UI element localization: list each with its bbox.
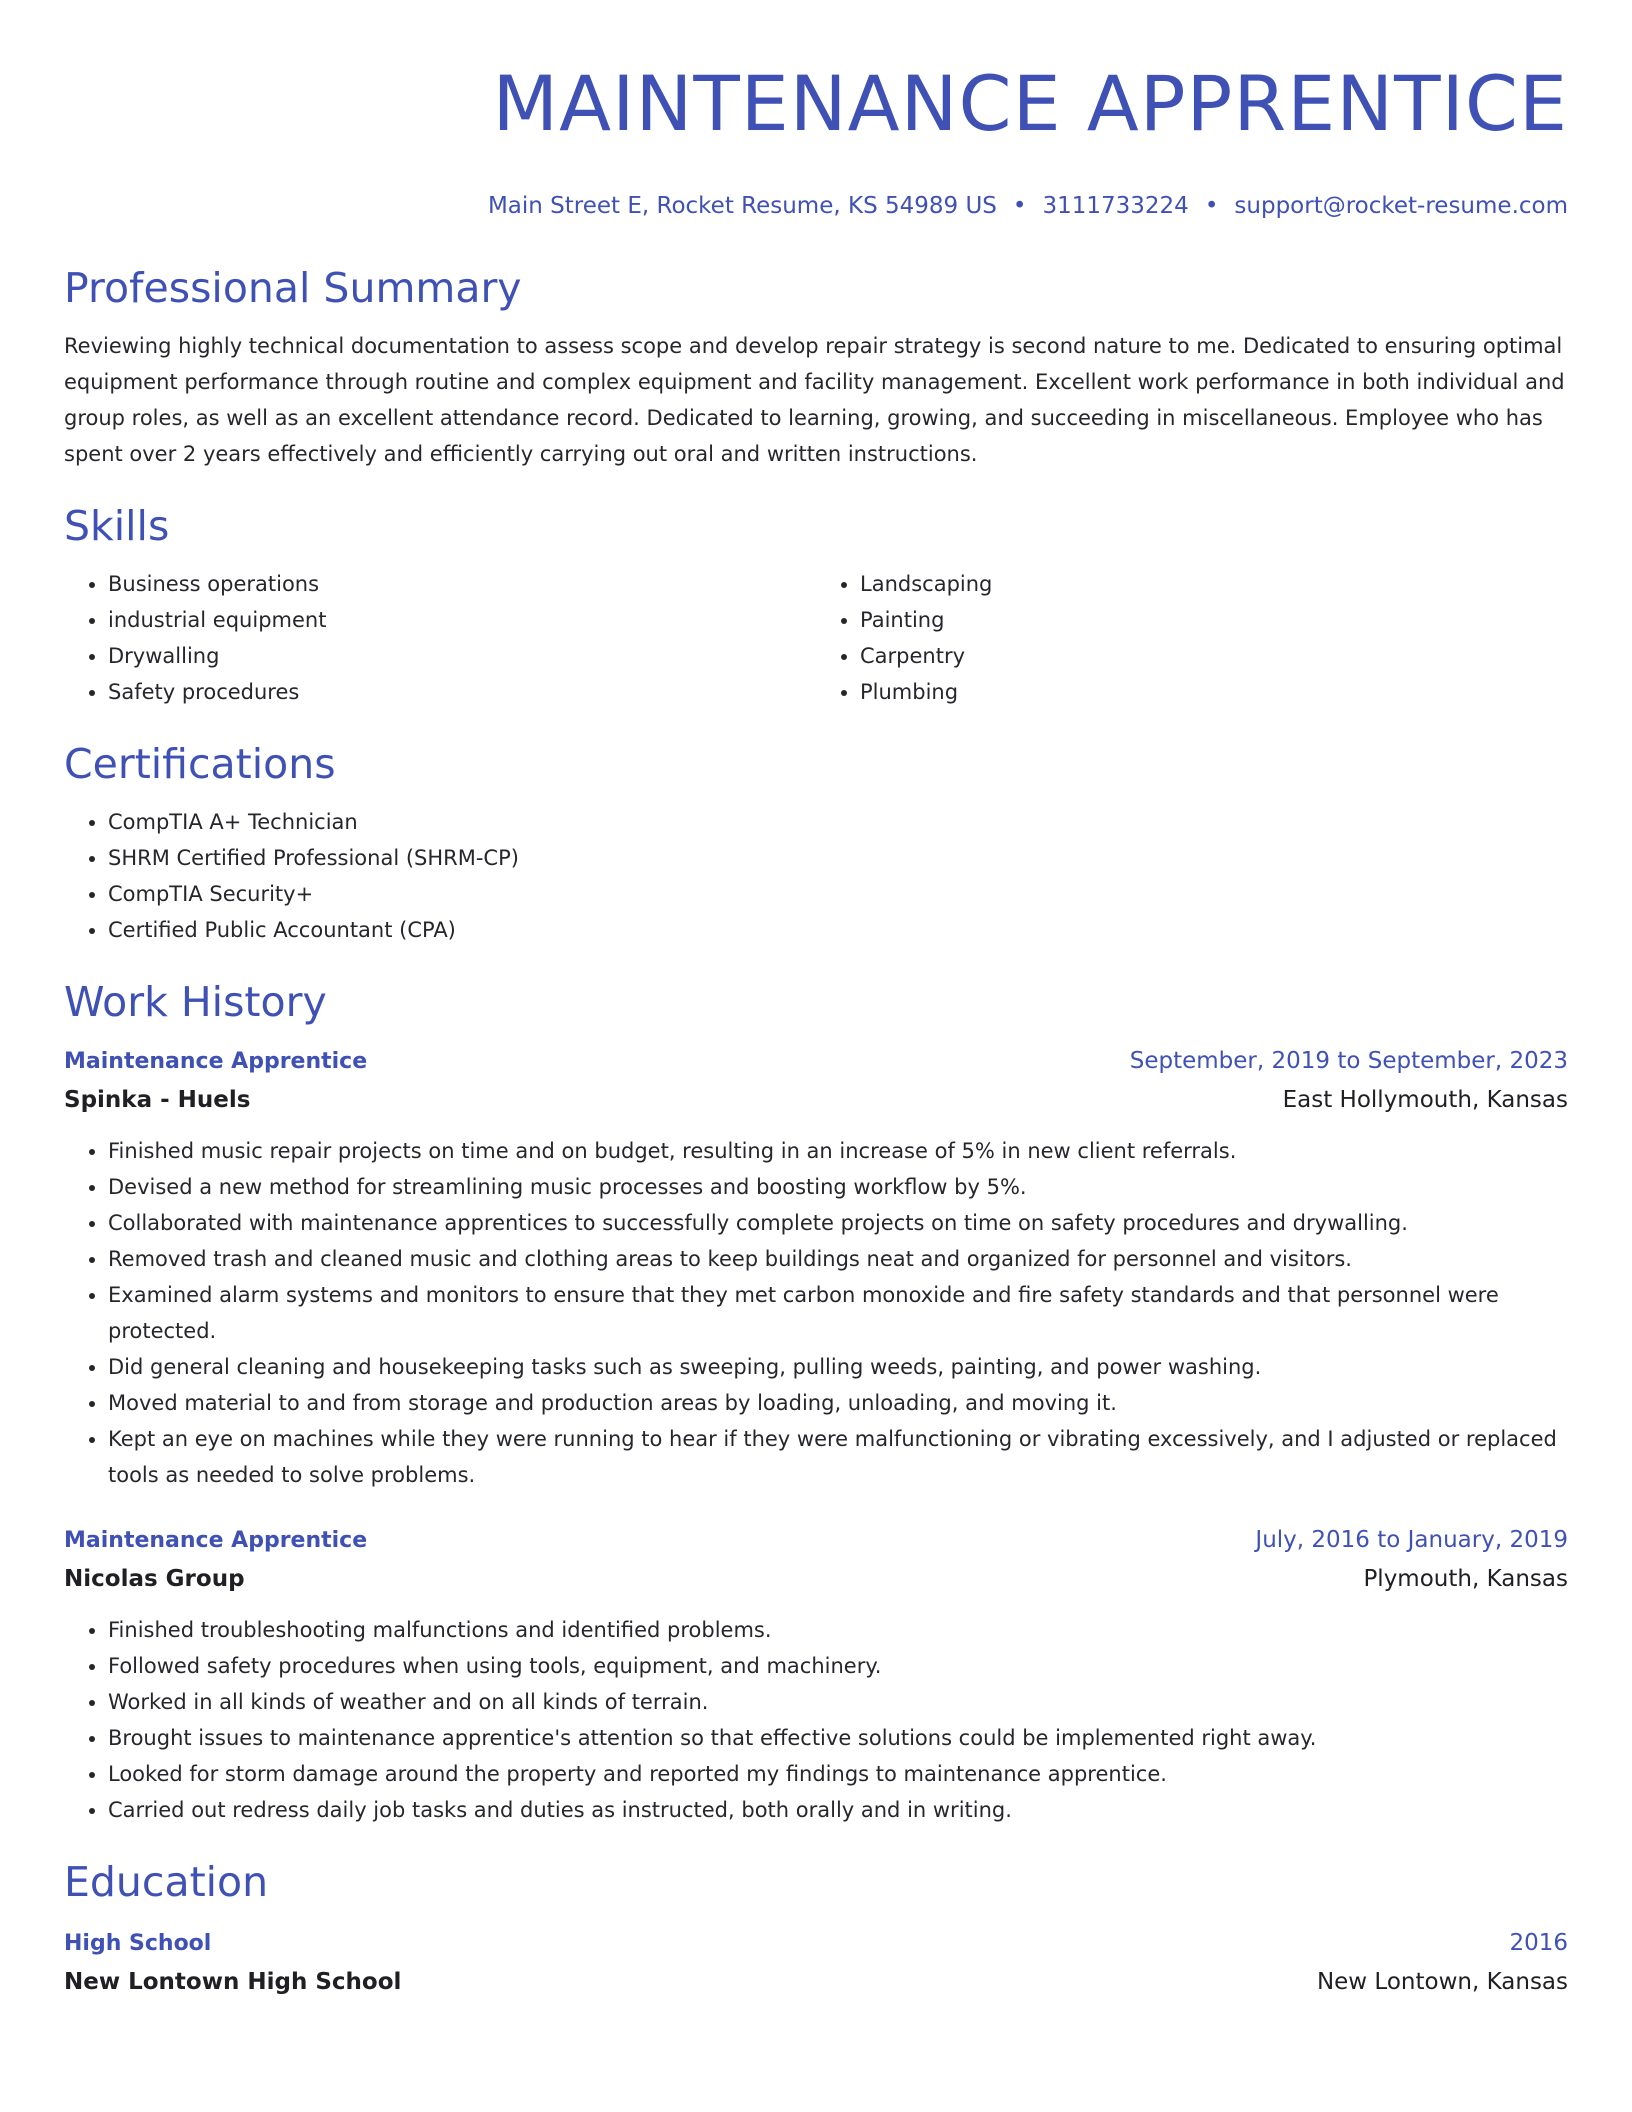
certification-item: • SHRM Certified Professional (SHRM-CP) <box>108 840 1568 876</box>
education-degree: High School <box>64 1931 212 1956</box>
resume-name: MAINTENANCE APPRENTICE <box>492 59 1568 148</box>
skill-item: • Painting <box>860 602 1568 638</box>
contact-phone: 3111733224 <box>1042 193 1189 219</box>
job-company: Spinka - Huels <box>64 1087 251 1113</box>
job-bullet: • Worked in all kinds of weather and on all kinds of terrain. <box>108 1684 1568 1720</box>
job-bullet: • Moved material to and from storage and production areas by loading, unloading, and moving it. <box>108 1385 1568 1421</box>
job-bullet: • Followed safety procedures when using tools, equipment, and machinery. <box>108 1648 1568 1684</box>
skill-item: • industrial equipment <box>108 602 816 638</box>
job-company: Nicolas Group <box>64 1566 245 1592</box>
certification-item: • Certified Public Accountant (CPA) <box>108 912 1568 948</box>
education-location: New Lontown, Kansas <box>1316 1969 1568 1995</box>
education-entry <box>64 1924 1568 2001</box>
job-bullet: • Looked for storm damage around the property and reported my findings to maintenance apprentice. <box>108 1756 1568 1792</box>
skill-item: • Carpentry <box>860 638 1568 674</box>
certifications-list <box>64 804 1568 948</box>
job-title: Maintenance Apprentice <box>64 1528 368 1553</box>
skill-item: • Drywalling <box>108 638 816 674</box>
job-bullet: • Did general cleaning and housekeeping tasks such as sweeping, pulling weeds, painting, and power washing. <box>108 1349 1568 1385</box>
job-title: Maintenance Apprentice <box>64 1049 368 1074</box>
job-location: Plymouth, Kansas <box>1363 1566 1568 1592</box>
contact-separator: • <box>1204 193 1219 219</box>
skill-item: • Business operations <box>108 566 816 602</box>
job-bullets <box>64 1612 1568 1828</box>
certification-item: • CompTIA Security+ <box>108 876 1568 912</box>
contact-line <box>64 190 1568 222</box>
job-bullet: • Carried out redress daily job tasks and duties as instructed, both orally and in writing. <box>108 1792 1568 1828</box>
job-bullet: • Finished music repair projects on time and on budget, resulting in an increase of 5% in new client referrals. <box>108 1133 1568 1169</box>
education-year: 2016 <box>1509 1930 1568 1956</box>
certification-item: • CompTIA A+ Technician <box>108 804 1568 840</box>
job-dates: September, 2019 to September, 2023 <box>1129 1048 1568 1074</box>
job-bullet: • Brought issues to maintenance apprentice's attention so that effective solutions could be implemented right away. <box>108 1720 1568 1756</box>
education-heading: Education <box>64 1858 269 1906</box>
skill-item: • Safety procedures <box>108 674 816 710</box>
job-bullet: • Examined alarm systems and monitors to ensure that they met carbon monoxide and fire safety standards and that personnel were protected. <box>108 1277 1568 1349</box>
skill-item: • Landscaping <box>860 566 1568 602</box>
skills-heading: Skills <box>64 502 170 550</box>
contact-separator: • <box>1012 193 1027 219</box>
skills-list <box>64 566 1568 710</box>
work-history-heading: Work History <box>64 978 327 1026</box>
certifications-heading: Certifications <box>64 740 336 788</box>
summary-text: Reviewing highly technical documentation to assess scope and develop repair strategy is second nature to me. Dedicated to ensuring optimal equipment performance through routine and complex equipment and facility management. Excellent work performance in both individual and group roles, as well as an excellent attendance record. Dedicated to learning, growing, and succeeding in miscellaneous. Employee who has spent over 2 years effectively and efficiently carrying out oral and written instructions. <box>64 334 1565 466</box>
summary-heading: Professional Summary <box>64 264 522 312</box>
skills-column-left <box>64 566 816 710</box>
job-entry <box>64 1521 1568 1828</box>
job-entry <box>64 1042 1568 1493</box>
skill-item: • Plumbing <box>860 674 1568 710</box>
job-bullet: • Kept an eye on machines while they were running to hear if they were malfunctioning or vibrating excessively, and I adjusted or replaced tools as needed to solve problems. <box>108 1421 1568 1493</box>
skills-column-right <box>816 566 1568 710</box>
contact-email[interactable]: support@rocket-resume.com <box>1234 193 1568 219</box>
job-dates: July, 2016 to January, 2019 <box>1255 1527 1568 1553</box>
education-school: New Lontown High School <box>64 1969 402 1995</box>
job-bullet: • Finished troubleshooting malfunctions and identified problems. <box>108 1612 1568 1648</box>
job-bullets <box>64 1133 1568 1493</box>
job-bullet: • Devised a new method for streamlining music processes and boosting workflow by 5%. <box>108 1169 1568 1205</box>
contact-address: Main Street E, Rocket Resume, KS 54989 US <box>487 193 997 219</box>
job-location: East Hollymouth, Kansas <box>1282 1087 1568 1113</box>
job-bullet: • Removed trash and cleaned music and clothing areas to keep buildings neat and organized for personnel and visitors. <box>108 1241 1568 1277</box>
job-bullet: • Collaborated with maintenance apprentices to successfully complete projects on time on safety procedures and drywalling. <box>108 1205 1568 1241</box>
